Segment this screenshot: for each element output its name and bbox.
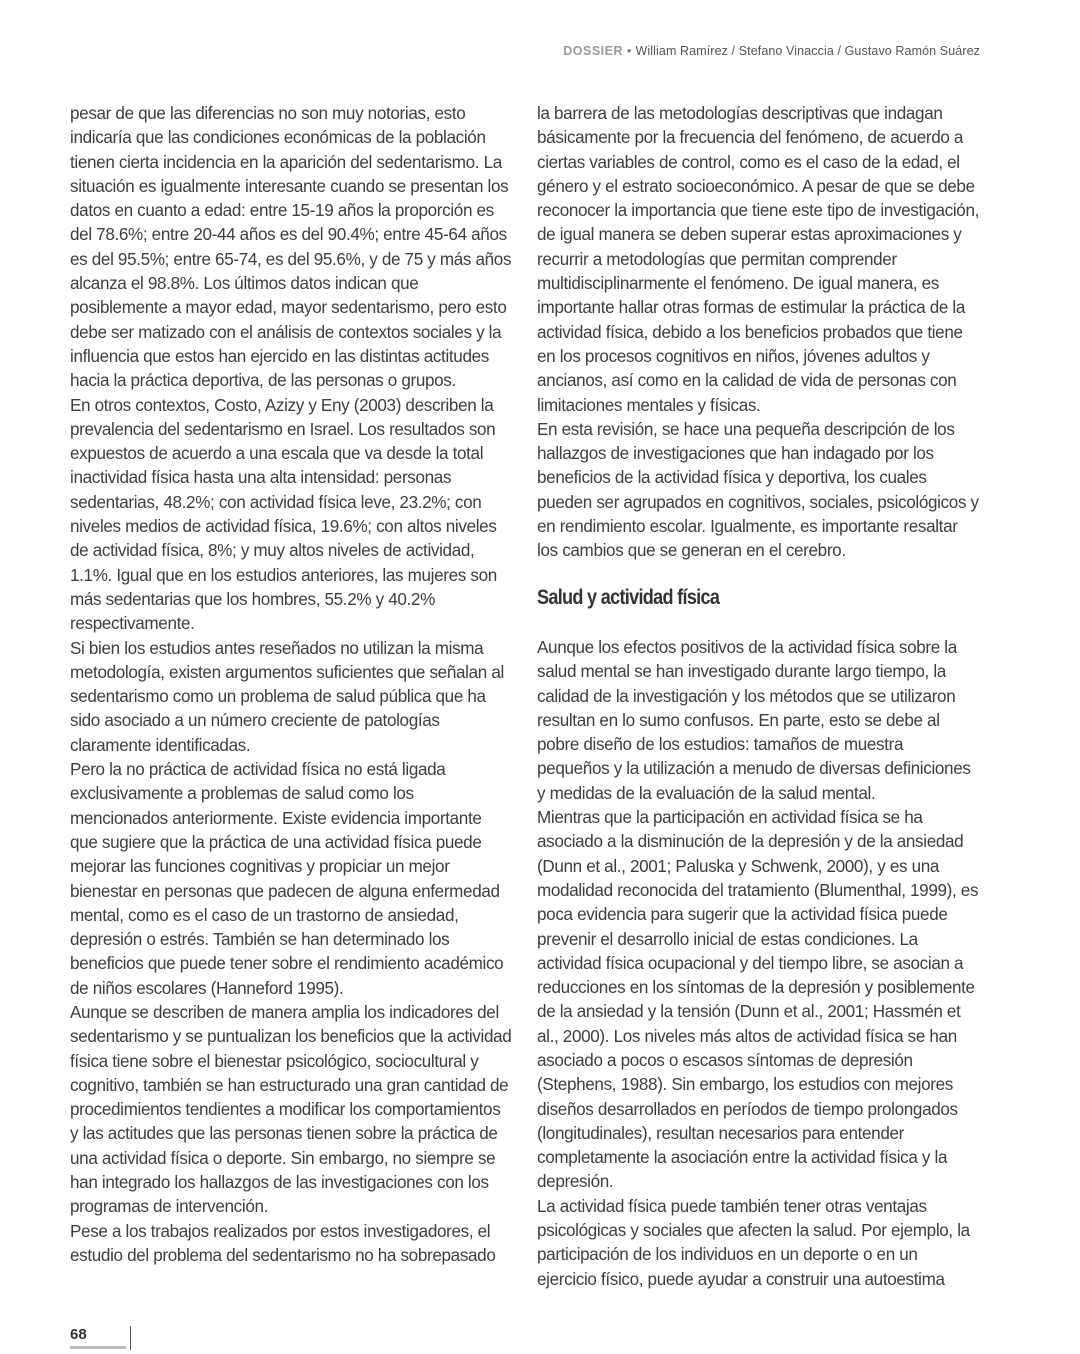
paragraph: Mientras que la participación en actividad física se ha asociado a la disminución de la depresión y de la ansiedad (Dunn et al., 2001; Paluska y Schwenk, 2000), y es una modalidad reconocida del tratamiento (Blumenthal, 1999), es poca evidencia para sugerir que la actividad física puede prevenir el desarrollo inicial de estas condiciones. La actividad física ocupacional y del tiempo libre, se asocian a reducciones en los síntomas de la depresión y posiblemente de la ansiedad y la tensión (Dunn et al., 2001; Hassmén et al., 2000). Los niveles más altos de actividad física se han asociado a pocos o escasos síntomas de depresión (Stephens, 1988). Sin embargo, los estudios con mejores diseños desarrollados en períodos de tiempo prolongados (longitudinales), resultan necesarios para entender completamente la asociación entre la actividad física y la depresión. bbox=[537, 808, 979, 1192]
running-header bbox=[563, 44, 980, 58]
right-column bbox=[537, 102, 979, 1292]
paragraph: Si bien los estudios antes reseñados no utilizan la misma metodología, existen argumentos suficientes que señalan al sedentarismo como un problema de salud pública que ha sido asociado a un número creciente de patologías claramente identificadas. bbox=[70, 638, 504, 755]
paragraph: pesar de que las diferencias no son muy notorias, esto indicaría que las condiciones económicas de la población tienen cierta incidencia en la aparición del sedentarismo. La situación es igualmente interesante cuando se presentan los datos en cuanto a edad: entre 15-19 años la proporción es del 78.6%; entre 20-44 años es del 90.4%; entre 45-64 años es del 95.5%; entre 65-74, es del 95.6%, y de 75 y más años alcanza el 98.8%. Los últimos datos indican que posiblemente a mayor edad, mayor sedentarismo, pero esto debe ser matizado con el análisis de contextos sociales y la influencia que estos han ejercido en las distintas actitudes hacia la práctica deportiva, de las personas o grupos. bbox=[70, 104, 512, 391]
paragraph: la barrera de las metodologías descriptivas que indagan básicamente por la frecuencia del fenómeno, de acuerdo a ciertas variables de control, como es el caso de la edad, el género y el estrato socioeconómico. A pesar de que se debe reconocer la importancia que tiene este tipo de investigación, de igual manera se deben superar estas aproximaciones y recurrir a metodologías que permitan comprender multidisciplinarmente el fenómeno. De igual manera, es importante hallar otras formas de estimular la práctica de la actividad física, debido a los beneficios probados que tiene en los procesos cognitivos en niños, jóvenes adultos y ancianos, así como en la calidad de vida de personas con limitaciones mentales y físicas. bbox=[537, 104, 980, 415]
header-authors: William Ramírez / Stefano Vinaccia / Gustavo Ramón Suárez bbox=[635, 44, 980, 58]
paragraph: Pero la no práctica de actividad física no está ligada exclusivamente a problemas de salud como los mencionados anteriormente. Existe evidencia importante que sugiere que la práctica de una actividad física puede mejorar las funciones cognitivas y propiciar un mejor bienestar en personas que padecen de alguna enfermedad mental, como es el caso de un trastorno de ansiedad, depresión o estrés. También se han determinado los beneficios que puede tener sobre el rendimiento académico de niños escolares (Hanneford 1995). bbox=[70, 760, 504, 998]
page-number: 68 bbox=[70, 1326, 87, 1343]
page-footer bbox=[70, 1322, 132, 1352]
footer-rule bbox=[70, 1346, 126, 1349]
paragraph: Aunque se describen de manera amplia los indicadores del sedentarismo y se puntualizan los beneficios que la actividad física tiene sobre el bienestar psicológico, sociocultural y cognitivo, también se han estructurado una gran cantidad de procedimientos tendientes a modificar los comportamientos y las actitudes que las personas tienen sobre la práctica de una actividad física o deporte. Sin embargo, no siempre se han integrado los hallazgos de las investigaciones con los programas de intervención. bbox=[70, 1002, 512, 1217]
paragraph: Aunque los efectos positivos de la actividad física sobre la salud mental se han investigado durante largo tiempo, la calidad de la investigación y los métodos que se utilizaron resultan en lo sumo confusos. En parte, esto se debe al pobre diseño de los estudios: tamaños de muestra pequeños y la utilización a menudo de diversas definiciones y medidas de la evaluación de la salud mental. bbox=[537, 637, 971, 803]
paragraph: En otros contextos, Costo, Azizy y Eny (2003) describen la prevalencia del sedentarismo en Israel. Los resultados son expuestos de acuerdo a una escala que va desde la total inactividad física hasta una alta intensidad: personas sedentarias, 48.2%; con actividad física leve, 23.2%; con niveles medios de actividad física, 19.6%; con altos niveles de actividad física, 8%; y muy altos niveles de actividad, 1.1%. Igual que en los estudios anteriores, las mujeres son más sedentarias que los hombres, 55.2% y 40.2% respectivamente. bbox=[70, 395, 497, 634]
paragraph: La actividad física puede también tener otras ventajas psicológicas y sociales que afecten la salud. Por ejemplo, la participación de los individuos en un deporte o en un ejercicio físico, puede ayudar a construir una autoestima bbox=[537, 1196, 970, 1289]
section-label: DOSSIER bbox=[563, 44, 624, 58]
paragraph: Pese a los trabajos realizados por estos investigadores, el estudio del problema del sedentarismo no ha sobrepasado bbox=[70, 1221, 496, 1265]
footer-divider bbox=[130, 1326, 131, 1350]
paragraph: En esta revisión, se hace una pequeña descripción de los hallazgos de investigaciones que han indagado por los beneficios de la actividad física y deportiva, los cuales pueden ser agrupados en cognitivos, sociales, psicológicos y en rendimiento escolar. Igualmente, es importante resaltar los cambios que se generan en el cerebro. bbox=[537, 419, 979, 561]
left-column bbox=[70, 102, 512, 1268]
bullet-separator: • bbox=[627, 44, 632, 58]
section-heading: Salud y actividad física bbox=[537, 585, 720, 609]
